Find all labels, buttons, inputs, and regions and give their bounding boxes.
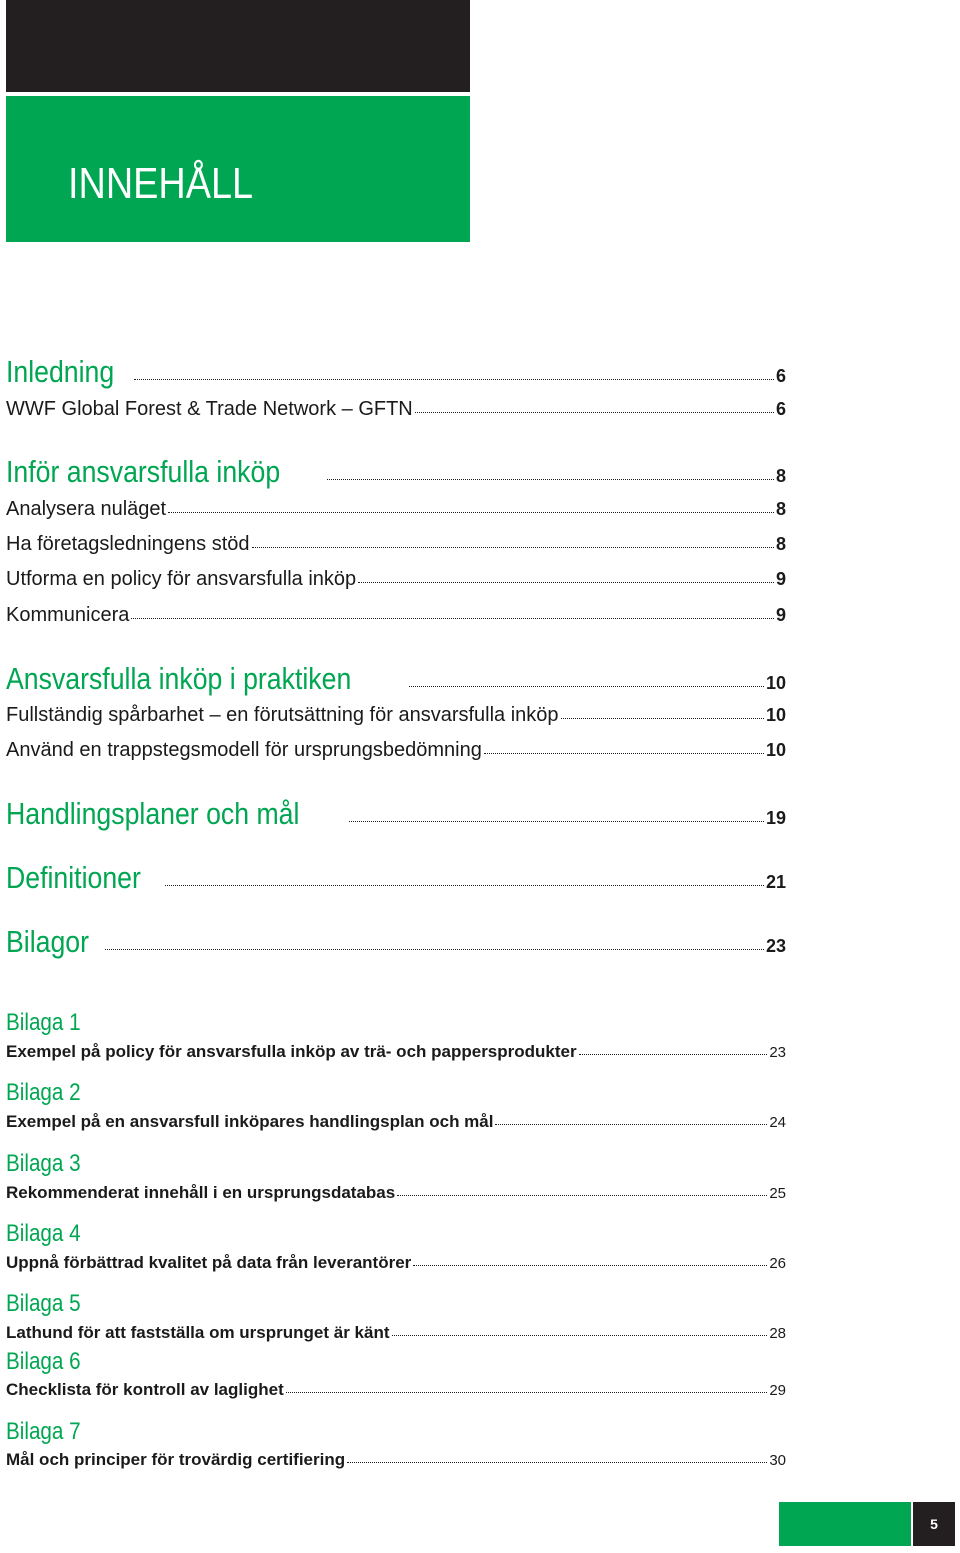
toc-leader xyxy=(358,582,774,583)
toc-row[interactable] xyxy=(6,1450,786,1470)
toc-label: Bilagor xyxy=(6,924,89,959)
toc-page: 25 xyxy=(769,1185,786,1202)
toc-leader xyxy=(349,821,764,822)
bilaga-heading: Bilaga 5 xyxy=(6,1290,81,1317)
toc-row[interactable] xyxy=(6,498,786,521)
toc-leader xyxy=(392,1335,768,1336)
toc-page: 30 xyxy=(769,1452,786,1469)
toc-label: Handlingsplaner och mål xyxy=(6,796,300,831)
toc-label: Inför ansvarsfulla inköp xyxy=(6,454,281,489)
toc-leader xyxy=(252,547,774,548)
toc-label: Inledning xyxy=(6,354,115,389)
toc-page: 19 xyxy=(765,808,786,828)
toc-leader xyxy=(415,412,774,413)
toc-row[interactable] xyxy=(6,1323,786,1343)
toc-page: 9 xyxy=(775,605,786,625)
toc-leader xyxy=(327,479,774,480)
toc-page: 9 xyxy=(775,569,786,589)
toc-label: Använd en trappstegsmodell för ursprungsbedömning xyxy=(6,739,482,761)
toc-label: Uppnå förbättrad kvalitet på data från leverantörer xyxy=(6,1253,412,1272)
toc-label: Utforma en policy för ansvarsfulla inköp xyxy=(6,568,357,590)
toc-row[interactable] xyxy=(6,354,786,390)
toc-leader xyxy=(397,1195,767,1196)
toc-row[interactable] xyxy=(6,568,786,591)
page-title: INNEHÅLL xyxy=(68,159,254,208)
toc-row[interactable] xyxy=(6,860,786,896)
toc-page: 21 xyxy=(765,872,786,892)
toc-leader xyxy=(134,379,774,380)
toc-leader xyxy=(484,753,764,754)
toc-row[interactable] xyxy=(6,533,786,556)
toc-leader xyxy=(131,618,774,619)
toc-leader xyxy=(347,1462,767,1463)
toc-row[interactable] xyxy=(6,739,786,762)
toc-page: 24 xyxy=(769,1114,786,1131)
toc-label: Lathund för att fastställa om ursprunget är känt xyxy=(6,1323,390,1342)
toc-leader xyxy=(165,885,764,886)
toc-row[interactable] xyxy=(6,704,786,727)
toc-page: 26 xyxy=(769,1255,786,1272)
toc-leader xyxy=(579,1054,768,1055)
page-number: 5 xyxy=(930,1516,938,1532)
toc-leader xyxy=(495,1124,767,1125)
toc-page: 29 xyxy=(769,1382,786,1399)
toc-label: Mål och principer för trovärdig certifiering xyxy=(6,1450,346,1469)
toc-leader xyxy=(561,718,764,719)
toc-row[interactable] xyxy=(6,1253,786,1273)
bilaga-heading: Bilaga 3 xyxy=(6,1150,81,1177)
toc-row[interactable] xyxy=(6,1112,786,1132)
toc-row[interactable] xyxy=(6,454,786,490)
toc-page: 23 xyxy=(769,1044,786,1061)
toc-row[interactable] xyxy=(6,796,786,832)
toc-label: Checklista för kontroll av laglighet xyxy=(6,1380,284,1399)
toc-leader xyxy=(286,1392,768,1393)
toc-page: 28 xyxy=(769,1325,786,1342)
toc-page: 6 xyxy=(775,399,786,419)
footer-green-bar xyxy=(779,1502,911,1546)
toc-row[interactable] xyxy=(6,924,786,960)
toc-page: 10 xyxy=(765,740,786,760)
bilaga-heading: Bilaga 6 xyxy=(6,1348,81,1375)
toc-label: Definitioner xyxy=(6,860,141,895)
bilaga-heading: Bilaga 2 xyxy=(6,1079,81,1106)
toc-page: 10 xyxy=(765,705,786,725)
toc-row[interactable] xyxy=(6,1183,786,1203)
bilaga-heading: Bilaga 4 xyxy=(6,1220,81,1247)
toc-row[interactable] xyxy=(6,661,786,697)
toc-leader xyxy=(409,686,763,687)
toc-page: 8 xyxy=(775,466,786,486)
toc-label: Fullständig spårbarhet – en förutsättning för ansvarsfulla inköp xyxy=(6,704,559,726)
toc-page: 10 xyxy=(765,673,786,693)
top-dark-block xyxy=(6,0,470,92)
toc-label: Ha företagsledningens stöd xyxy=(6,533,250,555)
toc-leader xyxy=(105,949,764,950)
toc-page: 8 xyxy=(775,534,786,554)
toc-label: Exempel på en ansvarsfull inköpares handlingsplan och mål xyxy=(6,1112,494,1131)
toc-label: Rekommenderat innehåll i en ursprungsdatabas xyxy=(6,1183,396,1202)
toc-leader xyxy=(168,512,774,513)
toc-label: Ansvarsfulla inköp i praktiken xyxy=(6,661,352,696)
toc-row[interactable] xyxy=(6,604,786,627)
toc-label: Analysera nuläget xyxy=(6,498,167,520)
bilaga-heading: Bilaga 7 xyxy=(6,1418,81,1445)
toc-page: 8 xyxy=(775,499,786,519)
bilaga-heading: Bilaga 1 xyxy=(6,1009,81,1036)
toc-row[interactable] xyxy=(6,398,786,421)
toc-row[interactable] xyxy=(6,1380,786,1400)
toc-page: 6 xyxy=(775,366,786,386)
toc-leader xyxy=(413,1265,767,1266)
toc-row[interactable] xyxy=(6,1042,786,1062)
toc-label: Exempel på policy för ansvarsfulla inköp av trä- och pappersprodukter xyxy=(6,1042,577,1061)
toc-label: Kommunicera xyxy=(6,604,130,626)
title-banner xyxy=(6,96,470,242)
toc-label: WWF Global Forest & Trade Network – GFTN xyxy=(6,398,413,420)
toc-page: 23 xyxy=(765,936,786,956)
page-number-box xyxy=(913,1502,955,1546)
